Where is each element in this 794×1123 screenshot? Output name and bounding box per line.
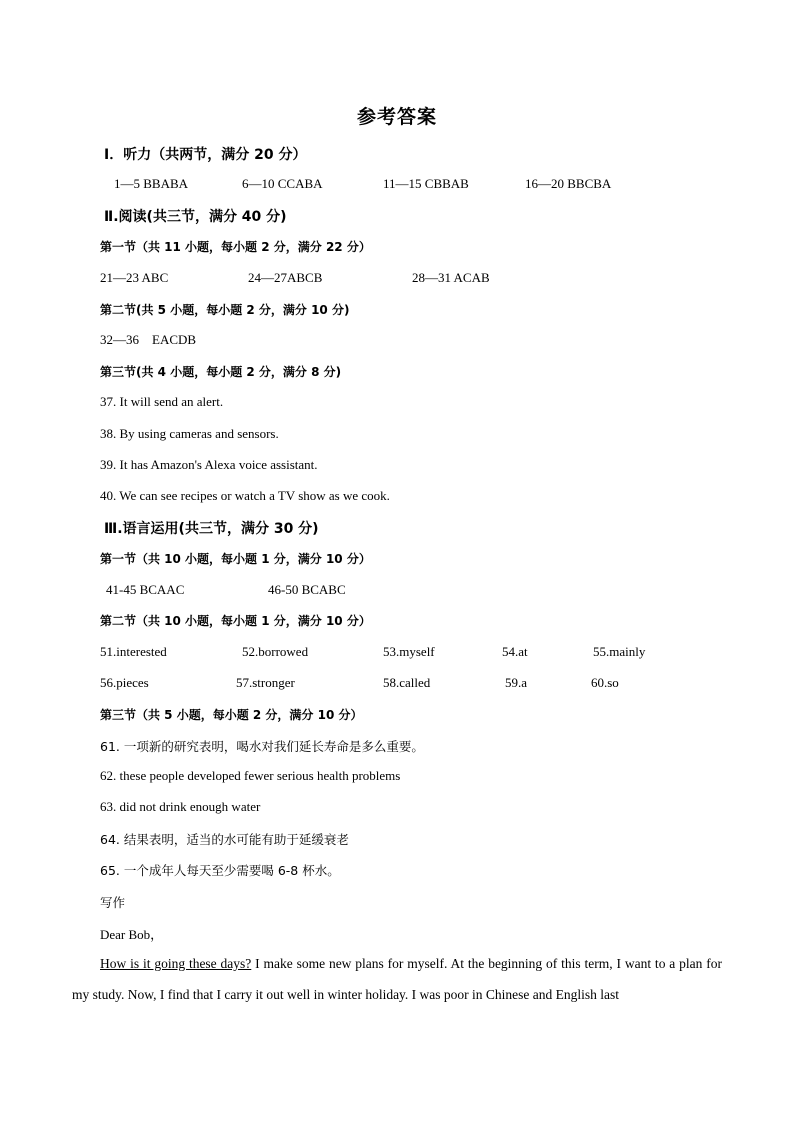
reading-part3-answer: 38. By using cameras and sensors. [100,426,279,441]
language-part2-answer: 55.mainly [593,644,646,659]
language-part2-answer: 58.called [383,675,431,690]
language-part3-answer: 61. 一项新的研究表明，喝水对我们延长寿命是多么重要。 [100,739,424,754]
letter-body [72,948,722,1010]
language-part2-answer: 53.myself [383,644,435,659]
writing-heading: 写作 [100,895,126,910]
listening-answer: 11—15 CBBAB [383,176,469,191]
language-part2-answer: 54.at [502,644,528,659]
letter-body-text: I make some new plans for myself. At the beginning of this term, I want to a plan for my study. Now, I find that I carry it out well in winter holiday. I was poor in Chinese and English last [72,956,722,1002]
reading-part3-answer: 40. We can see recipes or watch a TV show as we cook. [100,488,390,503]
reading-part1-answer: 28—31 ACAB [412,270,490,285]
language-part2-answer: 56.pieces [100,675,149,690]
language-heading: Ⅲ.语言运用(共三节，满分 30 分) [104,521,319,537]
reading-part3-heading: 第三节(共 4 小题，每小题 2 分，满分 8 分) [100,365,342,379]
language-part2-answer: 59.a [505,675,528,690]
language-part1-answer: 46-50 BCABC [268,582,346,597]
language-part2-answer: 57.stronger [236,675,295,690]
language-part3-answer: 63. did not drink enough water [100,799,261,814]
reading-part2-heading: 第二节(共 5 小题，每小题 2 分，满分 10 分) [100,303,350,317]
letter-greeting: Dear Bob， [100,927,164,942]
reading-part3-answer: 39. It has Amazon's Alexa voice assistant. [100,457,318,472]
listening-heading: Ⅰ．听力（共两节，满分 20 分） [104,147,307,163]
listening-answer: 16—20 BBCBA [525,176,612,191]
page-title: 参考答案 [356,106,437,128]
reading-part1-answer: 24—27ABCB [248,270,323,285]
language-part3-heading: 第三节（共 5 小题，每小题 2 分，满分 10 分） [100,708,363,722]
language-part2-heading: 第二节（共 10 小题，每小题 1 分，满分 10 分） [100,614,371,628]
reading-heading: Ⅱ.阅读(共三节，满分 40 分) [104,209,287,225]
language-part2-answer: 52.borrowed [242,644,309,659]
listening-answer: 1—5 BBABA [114,176,189,191]
letter-opening-question: How is it going these days? [100,956,252,971]
reading-part2-answer: 32—36 EACDB [100,332,197,347]
language-part3-answer: 62. these people developed fewer serious health problems [100,768,401,783]
reading-part1-heading: 第一节（共 11 小题，每小题 2 分，满分 22 分） [100,240,371,254]
reading-part3-answer: 37. It will send an alert. [100,394,224,409]
language-part3-answer: 65. 一个成年人每天至少需要喝 6-8 杯水。 [100,863,340,878]
language-part3-answer: 64. 结果表明，适当的水可能有助于延缓衰老 [100,832,349,847]
language-part1-answer: 41-45 BCAAC [106,582,185,597]
language-part2-answer: 60.so [591,675,619,690]
language-part2-answer: 51.interested [100,644,167,659]
reading-part1-answer: 21—23 ABC [100,270,169,285]
listening-answer: 6—10 CCABA [242,176,323,191]
language-part1-heading: 第一节（共 10 小题，每小题 1 分，满分 10 分） [100,552,371,566]
